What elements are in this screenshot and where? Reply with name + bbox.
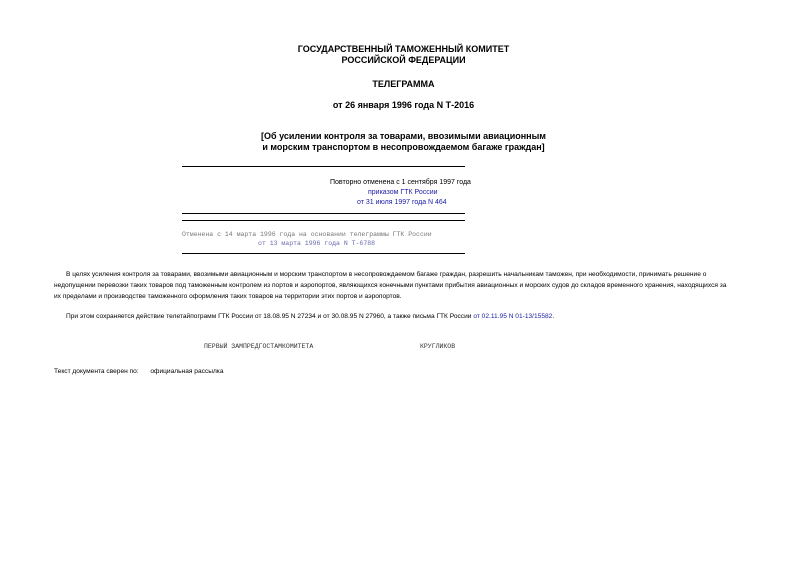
- letter-link[interactable]: от 02.11.95 N 01-13/15582: [473, 313, 553, 320]
- document-date-number: от 26 января 1996 года N Т-2016: [332, 100, 475, 110]
- body-paragraph1-line3: их пределами и производстве таможенного оформления таких товаров на территории этих портов и аэропортов.: [54, 293, 402, 300]
- verification-source: официальная рассылка: [150, 368, 224, 375]
- document-subject-line1: [Об усилении контроля за товарами, ввозимыми авиационным: [261, 131, 546, 141]
- verification: [54, 366, 223, 377]
- divider: [182, 166, 465, 167]
- signature-name: КРУГЛИКОВ: [420, 343, 456, 350]
- org-title-line1: ГОСУДАРСТВЕННЫЙ ТАМОЖЕННЫЙ КОМИТЕТ: [297, 44, 510, 54]
- repeal-order-date-link[interactable]: от 31 июля 1997 года N 464: [357, 199, 447, 206]
- divider: [182, 213, 465, 214]
- body-paragraph2: [66, 311, 766, 322]
- earlier-repeal-line1: Отменена с 14 марта 1996 года на основании телеграммы ГТК России: [182, 231, 432, 238]
- signature-position: ПЕРВЫЙ ЗАМПРЕДГОСТАМКОМИТЕТА: [204, 343, 314, 350]
- document-subject-line2: и морским транспортом в несопровождаемом багаже граждан]: [262, 142, 545, 152]
- body-paragraph2-text: При этом сохраняется действие телетайпограмм ГТК России от 18.08.95 N 27234 и от 30.08.95 N 27960, а также письма ГТК России: [66, 313, 472, 320]
- divider: [182, 220, 465, 221]
- document-type: ТЕЛЕГРАММА: [372, 79, 435, 89]
- body-paragraph2-end: .: [552, 313, 555, 320]
- earlier-repeal-telegram-link[interactable]: от 13 марта 1996 года N Т-6788: [258, 240, 376, 247]
- repeal-order-link[interactable]: приказом ГТК России: [368, 189, 438, 196]
- divider: [182, 253, 465, 254]
- repeal-notice-text: Повторно отменена с 1 сентября 1997 года: [330, 179, 471, 186]
- org-title-line2: РОССИЙСКОЙ ФЕДЕРАЦИИ: [341, 55, 466, 65]
- body-paragraph1-line2: недопущении перевозки таких товаров под таможенным контролем из портов и аэропортов, являющихся конечными пунктами прибытия авиационных и морских судов до складов временного хранения, находящихся за: [54, 282, 727, 289]
- verification-label: Текст документа сверен по:: [54, 368, 139, 375]
- body-paragraph1-line1: В целях усиления контроля за товарами, ввозимыми авиационным и морским транспортом в несопровождаемом багаже граждан, разрешить начальникам таможен, при необходимости, принимать решение о: [66, 271, 707, 278]
